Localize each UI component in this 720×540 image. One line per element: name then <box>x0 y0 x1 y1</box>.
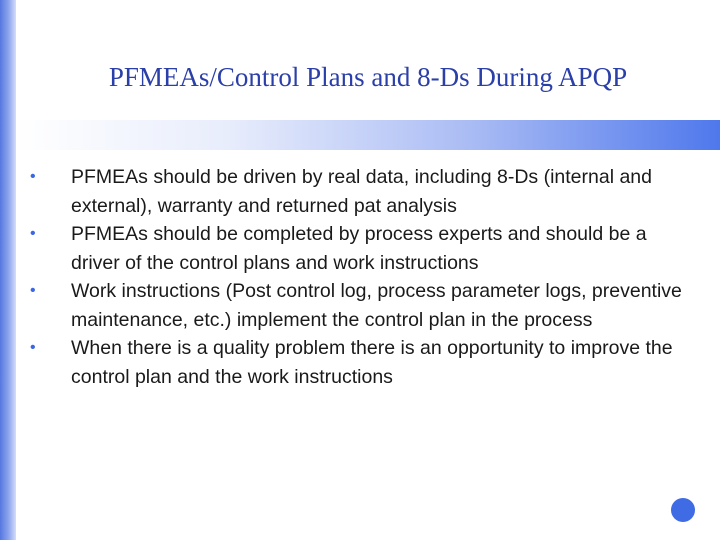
corner-circle-decoration <box>671 498 695 522</box>
bullet-icon: • <box>30 282 36 299</box>
bullet-item <box>30 220 695 277</box>
bullet-item <box>30 334 695 391</box>
bullet-text: PFMEAs should be completed by process experts and should be a driver of the control plans and work instructions <box>71 223 647 274</box>
slide-title: PFMEAs/Control Plans and 8-Ds During APQP <box>108 62 628 92</box>
bullet-text: Work instructions (Post control log, process parameter logs, preventive maintenance, etc.) implement the control plan in the process <box>71 280 682 331</box>
bullet-icon: • <box>30 225 36 242</box>
bullet-item <box>30 277 695 334</box>
title-gradient-bar <box>16 120 720 150</box>
left-decorative-stripe <box>0 0 16 540</box>
bullet-icon: • <box>30 168 36 185</box>
bullet-list <box>30 163 695 391</box>
bullet-icon: • <box>30 339 36 356</box>
bullet-text: PFMEAs should be driven by real data, including 8-Ds (internal and external), warranty and returned pat analysis <box>71 166 652 217</box>
bullet-text: When there is a quality problem there is an opportunity to improve the control plan and the work instructions <box>71 337 673 388</box>
bullet-item <box>30 163 695 220</box>
